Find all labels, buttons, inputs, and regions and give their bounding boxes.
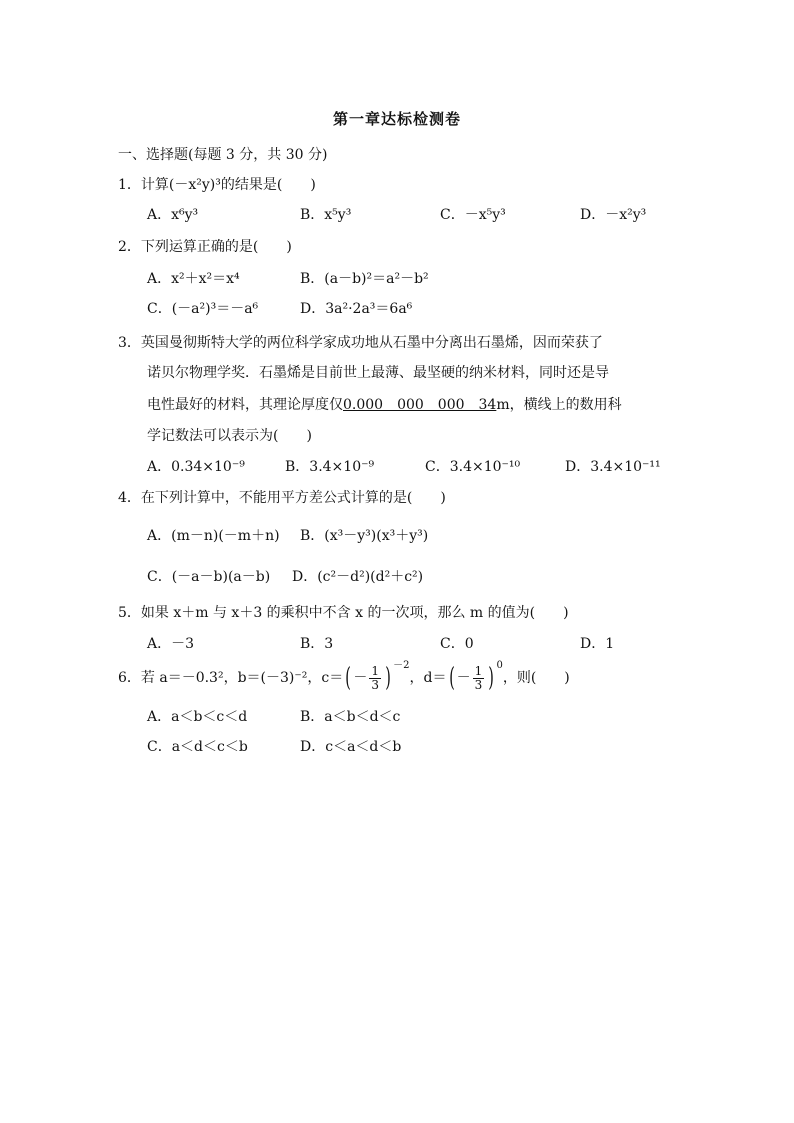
right-paren-d: ) xyxy=(488,663,495,693)
question-5-stem: 5．如果 x＋m 与 x＋3 的乘积中不含 x 的一次项，那么 m 的值为( ) xyxy=(118,605,569,621)
q6-option-a: A．a＜b＜c＜d xyxy=(147,709,248,725)
q3-underlined-number: 0.000 000 000 34 xyxy=(343,397,497,413)
q4-option-a: A．(m－n)(－m＋n) xyxy=(147,528,280,544)
q3-option-d: D．3.4×10⁻¹¹ xyxy=(565,459,661,475)
exponent-d: 0 xyxy=(496,660,503,671)
q6-option-b: B．a＜b＜d＜c xyxy=(300,709,401,725)
q6-option-d: D．c＜a＜d＜b xyxy=(300,739,402,755)
q6-stem-pre: 6．若 a＝－0.3²，b＝(－3)⁻²，c＝ xyxy=(118,670,344,686)
question-3-line-1: 3．英国曼彻斯特大学的两位科学家成功地从石墨中分离出石墨烯，因而荣获了 xyxy=(118,335,603,351)
question-1-stem: 1．计算(－x²y)³的结果是( ) xyxy=(118,177,316,193)
q2-option-b: B．(a－b)²＝a²－b² xyxy=(300,271,429,287)
question-3-line-2: 诺贝尔物理学奖．石墨烯是目前世上最薄、最坚硬的纳米材料，同时还是导 xyxy=(147,365,609,381)
page-title: 第一章达标检测卷 xyxy=(332,110,461,128)
q5-option-b: B．3 xyxy=(300,636,334,652)
exponent-c: －2 xyxy=(393,660,410,671)
q3-option-c: C．3.4×10⁻¹⁰ xyxy=(425,459,521,475)
q6-option-c: C．a＜d＜c＜b xyxy=(147,739,248,755)
q3-line3-post: m，横线上的数用科 xyxy=(496,397,622,413)
question-6-stem xyxy=(118,662,570,694)
question-3-line-4: 学记数法可以表示为( ) xyxy=(147,428,312,444)
section-heading: 一、选择题(每题 3 分，共 30 分) xyxy=(118,147,328,163)
q1-option-d: D．－x²y³ xyxy=(580,207,647,223)
q6-stem-mid: ，d＝ xyxy=(409,670,447,686)
question-3-line-3 xyxy=(147,396,622,414)
left-paren-d: ( xyxy=(448,663,455,693)
q3-line3-pre: 电性最好的材料，其理论厚度仅 xyxy=(147,397,343,413)
q1-option-b: B．x⁵y³ xyxy=(300,207,352,223)
q5-option-c: C．0 xyxy=(440,636,474,652)
question-4-stem: 4．在下列计算中，不能用平方差公式计算的是( ) xyxy=(118,490,446,506)
q4-option-c: C．(－a－b)(a－b) xyxy=(147,569,271,585)
fraction-d xyxy=(473,665,485,692)
right-paren-c: ) xyxy=(385,663,391,693)
fraction-c xyxy=(369,665,381,692)
minus-sign-c: － xyxy=(353,670,368,686)
fraction-d-denominator: 3 xyxy=(474,677,483,692)
q2-option-d: D．3a²·2a³＝6a⁶ xyxy=(300,301,413,317)
q1-option-a: A．x⁶y³ xyxy=(147,207,199,223)
question-2-stem: 2．下列运算正确的是( ) xyxy=(118,239,292,255)
fraction-c-numerator: 1 xyxy=(371,663,380,678)
q4-option-b: B．(x³－y³)(x³＋y³) xyxy=(300,528,429,544)
minus-sign-d: － xyxy=(456,670,471,686)
q4-option-d: D．(c²－d²)(d²＋c²) xyxy=(292,569,424,585)
q5-option-d: D．1 xyxy=(580,636,615,652)
q2-option-a: A．x²＋x²＝x⁴ xyxy=(147,271,240,287)
q3-option-b: B．3.4×10⁻⁹ xyxy=(285,459,375,475)
q3-option-a: A．0.34×10⁻⁹ xyxy=(147,459,245,475)
q2-option-c: C．(－a²)³＝－a⁶ xyxy=(147,301,259,317)
fraction-c-denominator: 3 xyxy=(371,677,380,692)
q1-option-c: C．－x⁵y³ xyxy=(440,207,506,223)
q6-stem-post: ，则( ) xyxy=(502,670,570,686)
q5-option-a: A．－3 xyxy=(147,636,195,652)
fraction-d-numerator: 1 xyxy=(474,663,483,678)
left-paren-c: ( xyxy=(345,663,352,693)
